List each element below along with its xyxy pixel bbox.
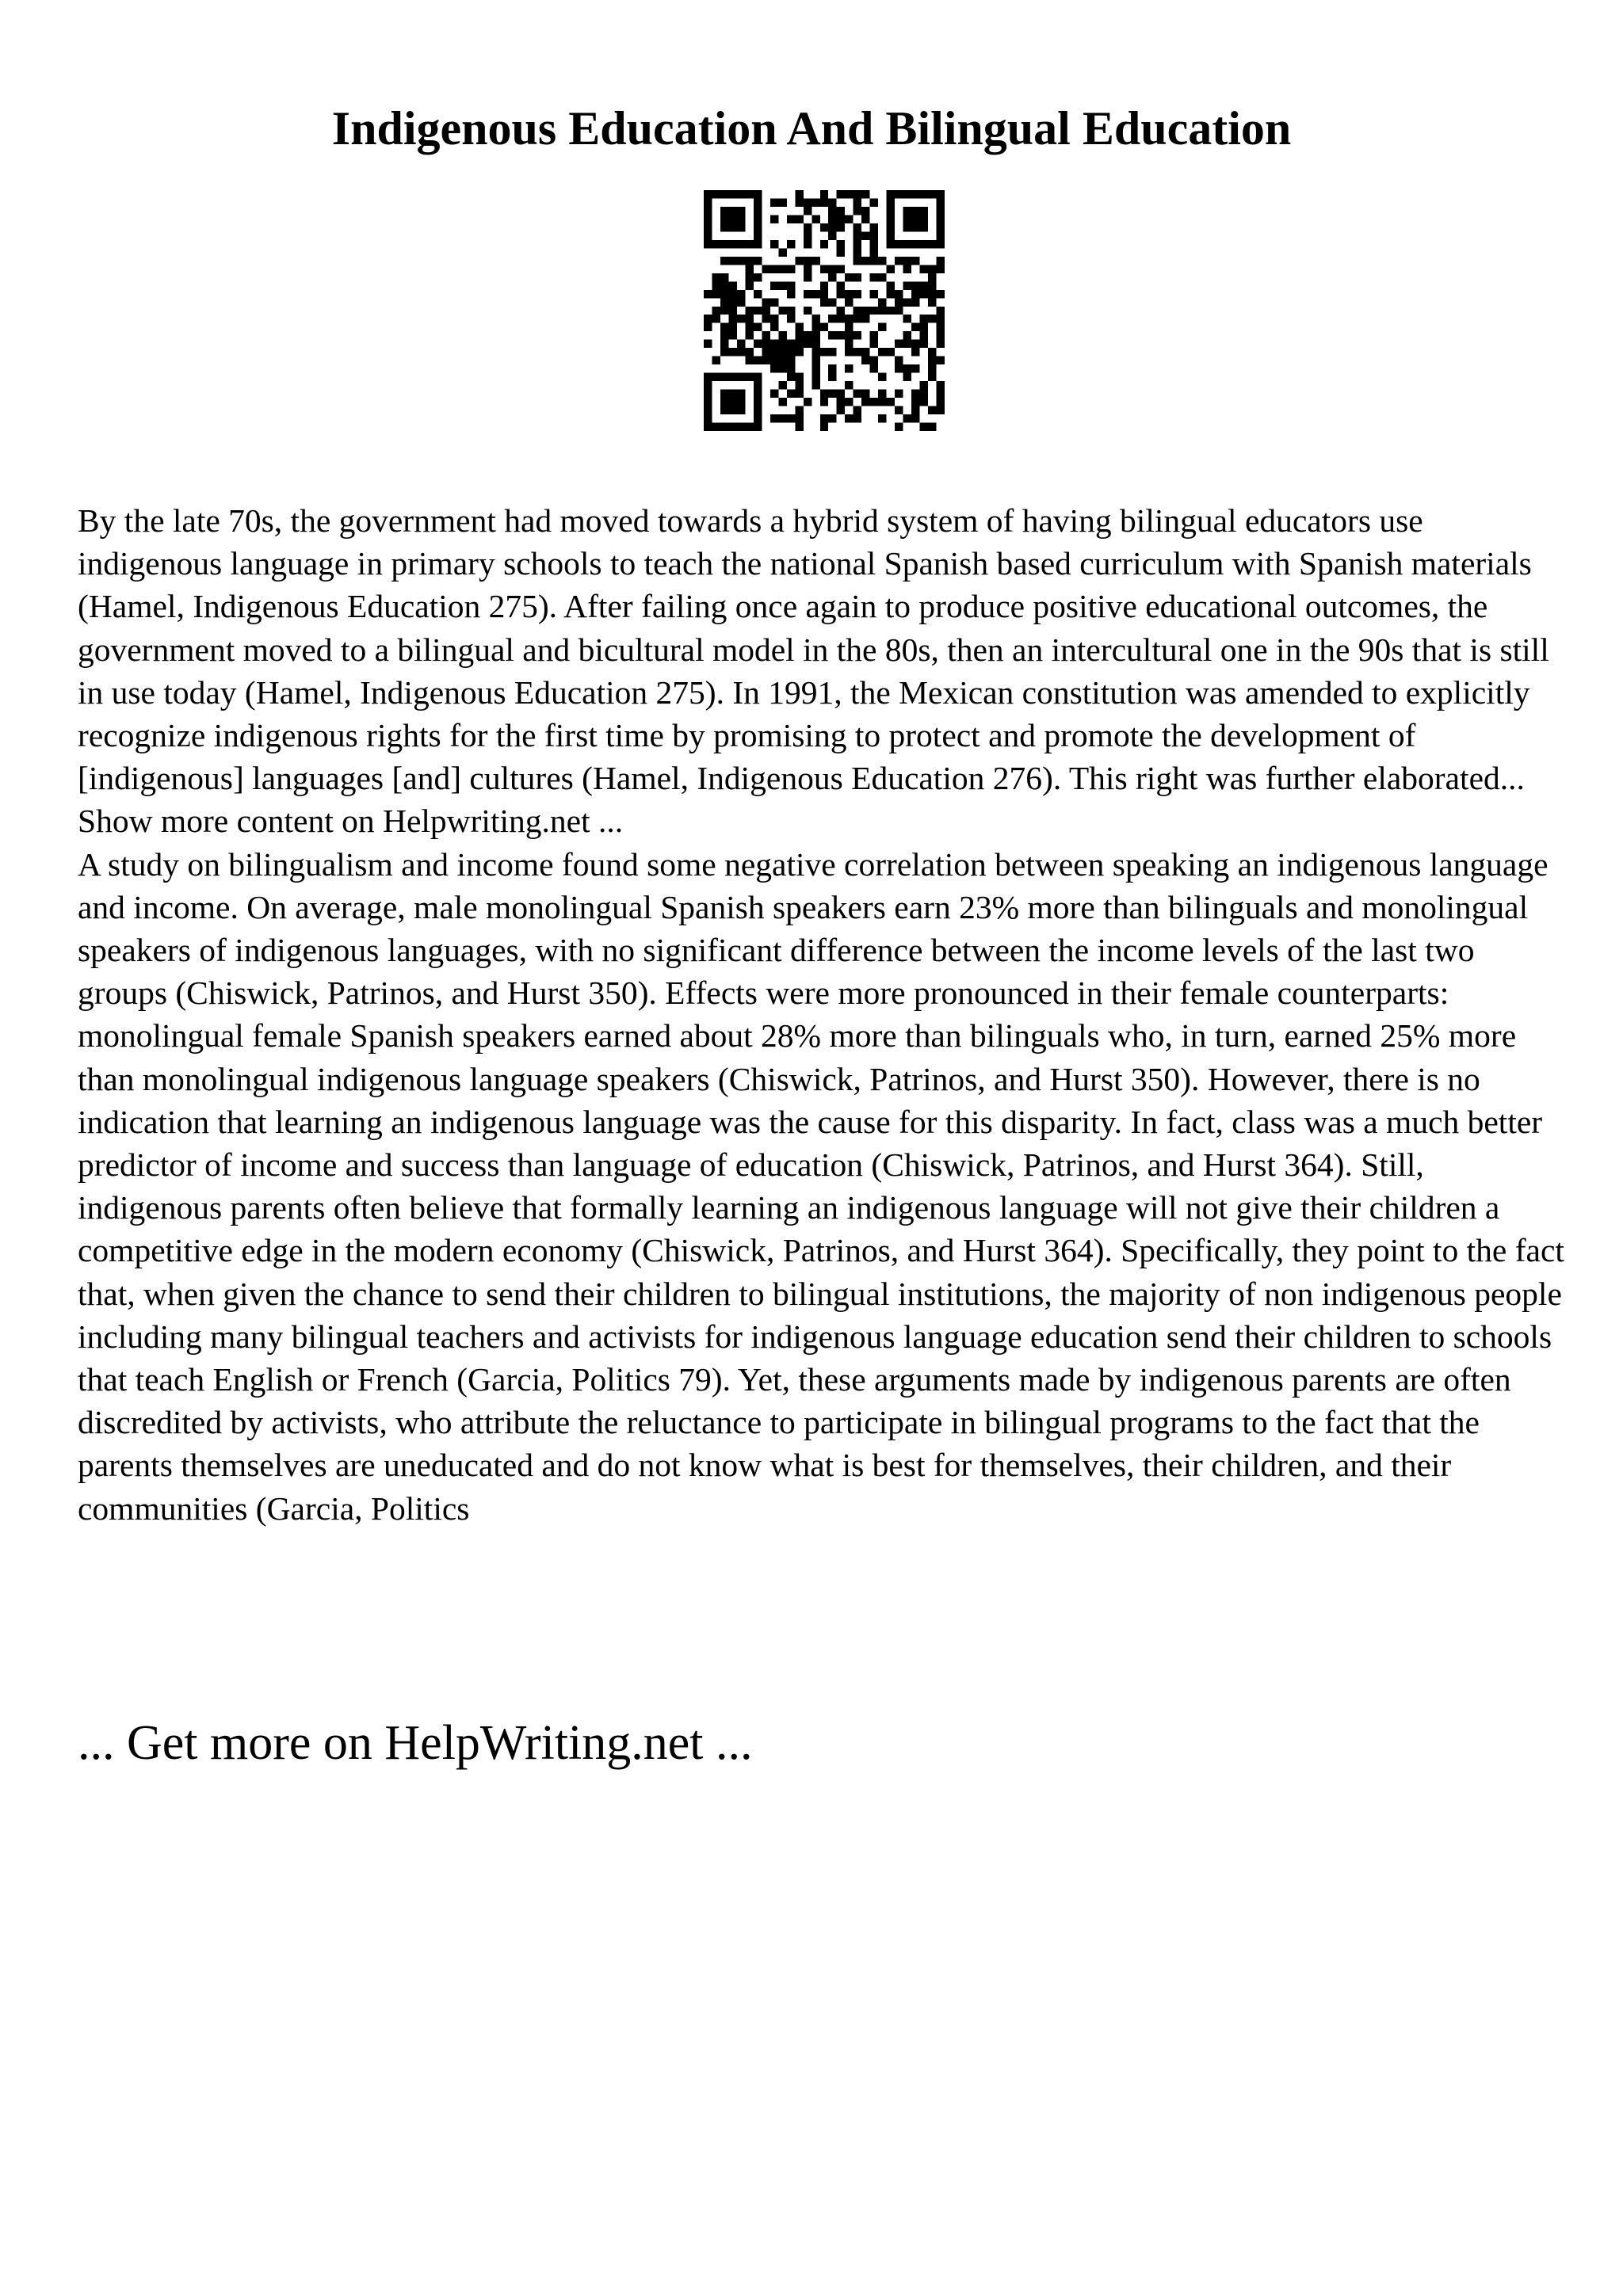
document-title: Indigenous Education And Bilingual Education — [331, 102, 1292, 154]
paragraph: A study on bilingualism and income found some negative correlation between speaking an indigenous language and income. On average, male monolingual Spanish speakers earn 23% more than bilinguals and monolingual speakers of indigenous languages, with no significant difference between the income levels of the last two groups (Chiswick, Patrinos, and Hurst 350). Effects were more pronounced in their female counterparts: monolingual female Spanish speakers earned about 28% more than bilinguals who, in turn, earned 25% more than monolingual indigenous language speakers (Chiswick, Patrinos, and Hurst 350). However, there is no indication that learning an indigenous language was the cause for this disparity. In fact, class was a much better predictor of income and success than language of education (Chiswick, Patrinos, and Hurst 364). Still, indigenous parents often believe that formally learning an indigenous language will not give their children a competitive edge in the modern economy (Chiswick, Patrinos, and Hurst 364). Specifically, they point to the fact that, when given the chance to send their children to bilingual institutions, the majority of non indigenous people including many bilingual teachers and activists for indigenous language education send their children to schools that teach English or French (Garcia, Politics 79). Yet, these arguments made by indigenous parents are often discredited by activists, who attribute the reluctance to participate in bilingual programs to the fact that the parents themselves are uneducated and do not know what is best for themselves, their children, and their communities (Garcia, Politics — [78, 845, 1564, 1527]
get-more-link[interactable]: ... Get more on HelpWriting.net ... — [78, 1716, 753, 1770]
document-body — [78, 499, 1568, 1530]
paragraph: By the late 70s, the government had moved towards a hybrid system of having bilingual educators use indigenous language in primary schools to teach the national Spanish based curriculum with Spanish materials (Hamel, Indigenous Education 275). After failing once again to produce positive educational outcomes, the government moved to a bilingual and bicultural model in the 80s, then an intercultural one in the 90s that is still in use today (Hamel, Indigenous Education 275). In 1991, the Mexican constitution was amended to explicitly recognize indigenous rights for the first time by promising to protect and promote the development of [indigenous] languages [and] cultures (Hamel, Indigenous Education 276). This right was further elaborated... Show more content on Helpwriting.net ... — [78, 502, 1549, 840]
qr-code-icon — [704, 190, 945, 431]
